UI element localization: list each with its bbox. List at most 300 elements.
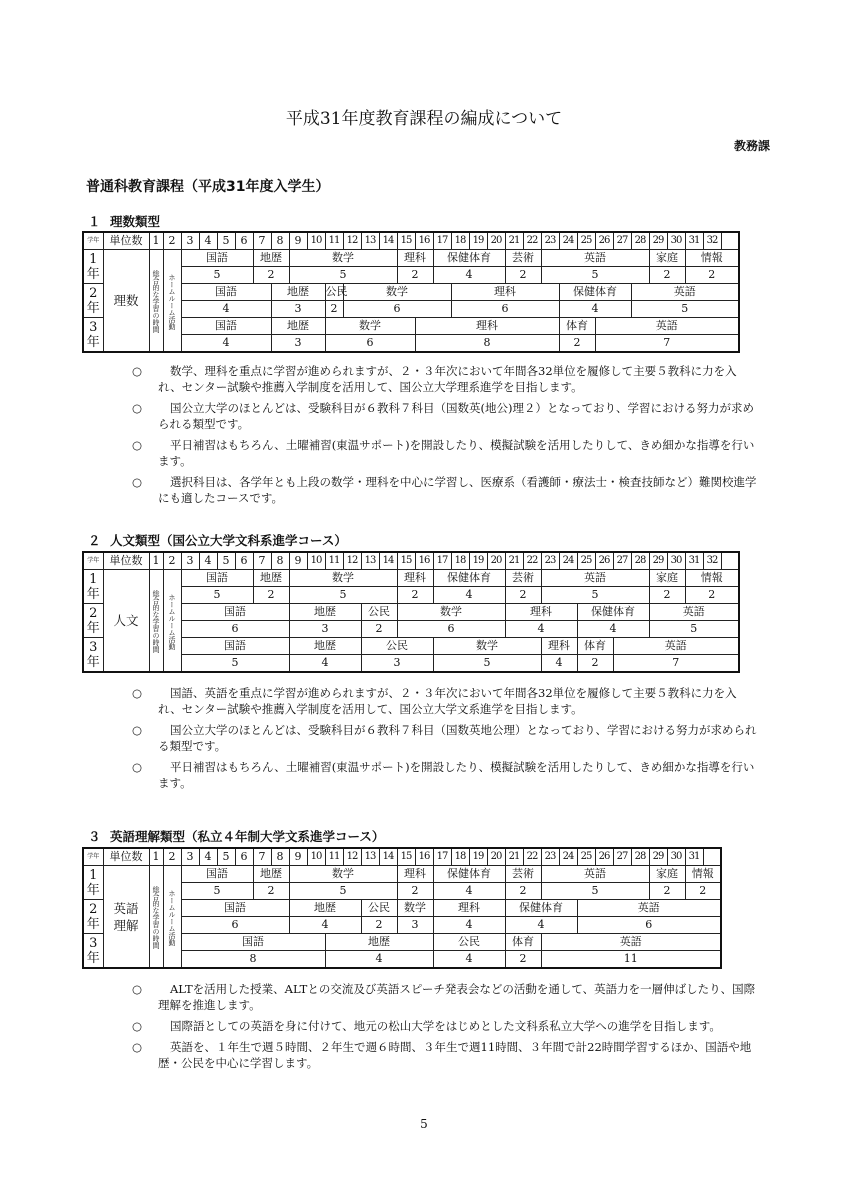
subject-cell: 国語 [181, 638, 289, 655]
note-text: 数学、理科を重点に学習が進められますが、２・３年次において年間各32単位を履修して主要５教科に力を入れ、センター試験や推薦入学制度を活用して、国公立大学理系進学を目指します。 [158, 364, 737, 394]
unit-value-cell: 4 [289, 917, 361, 934]
unit-column-number: 23 [541, 848, 559, 866]
unit-value-cell: 5 [181, 883, 253, 900]
units-header: 単位数 [103, 552, 149, 570]
subject-cell: 国語 [181, 934, 325, 951]
unit-value-cell: 5 [181, 267, 253, 284]
section-title-text: 英語理解類型（私立４年制大学文系進学コース） [110, 829, 385, 844]
section-title [88, 827, 384, 845]
subject-cell: 英語 [595, 318, 739, 335]
circle-bullet-icon: ○ [132, 686, 143, 700]
unit-column-number: 9 [289, 848, 307, 866]
subject-cell: 理科 [433, 900, 505, 917]
unit-value-cell: 3 [361, 655, 433, 673]
notes-list [132, 981, 760, 1076]
homeroom-column [163, 866, 181, 969]
subject-cell: 地歴 [289, 900, 361, 917]
subject-cell: 保健体育 [577, 604, 649, 621]
subject-cell: 理科 [397, 866, 433, 883]
unit-value-cell: 2 [253, 883, 289, 900]
subject-cell: 数学 [325, 318, 415, 335]
unit-column-number: 31 [685, 552, 703, 570]
unit-value-cell: 5 [289, 587, 397, 604]
subject-cell: 英語 [541, 934, 721, 951]
unit-value-cell: 4 [505, 917, 577, 934]
unit-column-number: 5 [217, 232, 235, 250]
subject-cell: 保健体育 [433, 570, 505, 587]
unit-value-cell: 6 [343, 301, 451, 318]
grade-header: 学年 [83, 552, 103, 570]
unit-value-cell: 4 [433, 917, 505, 934]
unit-column-number: 6 [235, 232, 253, 250]
unit-value-cell: 2 [685, 267, 739, 284]
unit-column-number: 22 [523, 848, 541, 866]
unit-column-number: 27 [613, 232, 631, 250]
unit-value-cell: 3 [271, 335, 325, 353]
unit-column-number: 27 [613, 552, 631, 570]
unit-value-cell: 3 [397, 917, 433, 934]
header-row [83, 232, 739, 250]
unit-column-number: 30 [667, 232, 685, 250]
unit-value-cell: 6 [397, 621, 505, 638]
unit-column-number: 7 [253, 552, 271, 570]
homeroom-column [163, 570, 181, 673]
unit-column-number: 14 [379, 848, 397, 866]
note-item [132, 1039, 760, 1071]
unit-value-cell: 8 [415, 335, 559, 353]
unit-column-number: 4 [199, 552, 217, 570]
unit-column-number: 17 [433, 848, 451, 866]
note-text: 国際語としての英語を身に付けて、地元の松山大学をはじめとした文科系私立大学への進学を目指します。 [170, 1019, 721, 1033]
year-label: 3 年 [83, 318, 103, 353]
unit-value-cell: 5 [181, 655, 289, 673]
units-row [83, 621, 739, 638]
subject-cell: 国語 [181, 900, 289, 917]
units-row [83, 301, 739, 318]
subject-cell: 国語 [181, 570, 253, 587]
unit-column-number: 21 [505, 848, 523, 866]
page-title: 平成31年度教育課程の編成について [285, 109, 563, 129]
subject-cell: 芸術 [505, 866, 541, 883]
unit-value-cell: 2 [505, 951, 541, 969]
unit-value-cell: 2 [505, 883, 541, 900]
homeroom-label: ホームルーム活動 [168, 593, 176, 650]
unit-column-number: 8 [271, 848, 289, 866]
circle-bullet-icon: ○ [132, 723, 143, 737]
subject-cell: 英語 [649, 604, 739, 621]
unit-column-number: 16 [415, 848, 433, 866]
unit-column-number: 31 [685, 232, 703, 250]
subject-cell: 数学 [289, 866, 397, 883]
subject-cell: 家庭 [649, 250, 685, 267]
year-label: 1 年 [83, 866, 103, 900]
subject-cell: 英語 [577, 900, 721, 917]
year-label: 2 年 [83, 900, 103, 934]
unit-column-number: 30 [667, 848, 685, 866]
subject-cell: 地歴 [253, 866, 289, 883]
unit-column-number: 30 [667, 552, 685, 570]
subject-cell: 数学 [343, 284, 451, 301]
subject-cell: 数学 [397, 900, 433, 917]
unit-column-number: 25 [577, 232, 595, 250]
unit-value-cell: 4 [289, 655, 361, 673]
unit-column-number: 7 [253, 848, 271, 866]
unit-value-cell: 4 [325, 951, 433, 969]
unit-column-number: 18 [451, 552, 469, 570]
unit-column-number: 12 [343, 552, 361, 570]
subject-cell: 情報 [685, 866, 721, 883]
unit-value-cell: 3 [271, 301, 325, 318]
unit-column-number: 6 [235, 552, 253, 570]
unit-column-number: 29 [649, 232, 667, 250]
subject-cell: 国語 [181, 866, 253, 883]
unit-column-number: 28 [631, 552, 649, 570]
homeroom-label: ホームルーム活動 [168, 273, 176, 330]
unit-column-number: 24 [559, 848, 577, 866]
unit-column-number: 25 [577, 848, 595, 866]
subject-cell: 保健体育 [505, 900, 577, 917]
section-title [88, 531, 347, 549]
subject-row [83, 866, 721, 883]
unit-value-cell: 2 [577, 655, 613, 673]
unit-column-number: 32 [703, 232, 721, 250]
subject-cell: 地歴 [289, 638, 361, 655]
subject-cell: 公民 [361, 604, 397, 621]
unit-column-number: 3 [181, 552, 199, 570]
note-text: 英語を、１年生で週５時間、２年生で週６時間、３年生で週11時間、３年間で計22時間学習するほか、国語や地歴・公民を中心に学習します。 [158, 1040, 752, 1070]
subject-cell: 国語 [181, 318, 271, 335]
unit-column-number: 12 [343, 848, 361, 866]
note-text: 国公立大学のほとんどは、受験科目が６教科７科目（国数英地公理）となっており、学習における努力が求められる類型です。 [158, 723, 757, 753]
unit-value-cell: 2 [325, 301, 343, 318]
sogo-column [149, 866, 163, 969]
note-text: 平日補習はもちろん、土曜補習(東温サポート)を開設したり、模擬試験を活用したりして、きめ細かな指導を行います。 [158, 760, 755, 790]
note-item [132, 363, 760, 395]
unit-column-number: 26 [595, 848, 613, 866]
unit-value-cell: 5 [631, 301, 739, 318]
unit-value-cell: 6 [451, 301, 559, 318]
department-label: 教務課 [733, 139, 770, 153]
subject-cell: 理科 [451, 284, 559, 301]
unit-column-number: 26 [595, 232, 613, 250]
unit-value-cell: 2 [685, 587, 739, 604]
subject-row [83, 284, 739, 301]
curriculum-heading: 普通科教育課程（平成31年度入学生） [86, 179, 330, 195]
subject-cell: 理科 [397, 570, 433, 587]
unit-value-cell: 4 [433, 951, 505, 969]
unit-value-cell: 5 [541, 267, 649, 284]
course-name: 理数 [103, 250, 149, 353]
unit-value-cell: 4 [181, 335, 271, 353]
units-row [83, 335, 739, 353]
unit-column-number: 4 [199, 232, 217, 250]
year-label: 3 年 [83, 638, 103, 673]
unit-column-number: 32 [703, 552, 721, 570]
note-item [132, 474, 760, 506]
subject-cell: 芸術 [505, 250, 541, 267]
circle-bullet-icon: ○ [132, 1040, 143, 1054]
units-row [83, 655, 739, 673]
subject-row [83, 604, 739, 621]
note-item [132, 400, 760, 432]
units-row [83, 587, 739, 604]
unit-value-cell: 11 [541, 951, 721, 969]
unit-column-number: 21 [505, 232, 523, 250]
unit-column-number: 13 [361, 232, 379, 250]
unit-column-number: 14 [379, 232, 397, 250]
unit-value-cell: 2 [361, 917, 397, 934]
subject-cell: 理科 [397, 250, 433, 267]
subject-cell: 芸術 [505, 570, 541, 587]
unit-value-cell: 2 [685, 883, 721, 900]
unit-value-cell: 4 [577, 621, 649, 638]
curriculum-table [82, 231, 740, 353]
unit-column-number: 28 [631, 848, 649, 866]
page-number: 5 [420, 1117, 428, 1131]
units-row [83, 267, 739, 284]
subject-cell: 体育 [577, 638, 613, 655]
unit-column-number: 27 [613, 848, 631, 866]
note-text: 国語、英語を重点に学習が進められますが、２・３年次において年間各32単位を履修して主要５教科に力を入れ、センター試験や推薦入学制度を活用して、国公立大学文系進学を目指します。 [158, 686, 737, 716]
header-row [83, 848, 721, 866]
subject-cell: 理科 [541, 638, 577, 655]
unit-column-number: 13 [361, 552, 379, 570]
unit-column-number: 8 [271, 552, 289, 570]
note-item [132, 685, 760, 717]
unit-value-cell: 8 [181, 951, 325, 969]
subject-cell: 英語 [541, 250, 649, 267]
grade-header: 学年 [83, 232, 103, 250]
unit-column-number: 2 [163, 552, 181, 570]
subject-cell: 地歴 [253, 570, 289, 587]
section-title [88, 212, 160, 230]
unit-value-cell: 7 [613, 655, 739, 673]
unit-column-number: 15 [397, 552, 415, 570]
subject-cell: 体育 [559, 318, 595, 335]
circle-bullet-icon: ○ [132, 760, 143, 774]
subject-cell: 情報 [685, 250, 739, 267]
year-label: 3 年 [83, 934, 103, 969]
unit-value-cell: 2 [559, 335, 595, 353]
note-text: 選択科目は、各学年とも上段の数学・理科を中心に学習し、医療系（看護師・療法士・検査技師など）難関校進学にも適したコースです。 [158, 475, 757, 505]
unit-column-number: 31 [685, 848, 703, 866]
subject-cell: 英語 [541, 570, 649, 587]
note-item [132, 437, 760, 469]
unit-column-number: 11 [325, 552, 343, 570]
unit-column-number: 17 [433, 552, 451, 570]
year-label: 1 年 [83, 250, 103, 284]
subject-cell: 数学 [397, 604, 505, 621]
unit-value-cell: 2 [397, 587, 433, 604]
subject-cell: 国語 [181, 604, 289, 621]
unit-column-number: 11 [325, 848, 343, 866]
circle-bullet-icon: ○ [132, 982, 143, 996]
unit-column-number: 29 [649, 848, 667, 866]
subject-row [83, 638, 739, 655]
note-item [132, 1018, 760, 1034]
subject-cell: 地歴 [325, 934, 433, 951]
units-header: 単位数 [103, 232, 149, 250]
unit-column-number: 1 [149, 232, 163, 250]
unit-column-number: 1 [149, 552, 163, 570]
unit-value-cell: 5 [289, 883, 397, 900]
subject-cell: 英語 [613, 638, 739, 655]
subject-cell: 公民 [361, 638, 433, 655]
sogo-label: 総合的な学習の時間 [152, 590, 160, 653]
unit-value-cell: 2 [253, 267, 289, 284]
unit-value-cell: 5 [433, 655, 541, 673]
unit-value-cell: 6 [181, 621, 289, 638]
unit-column-number: 23 [541, 552, 559, 570]
subject-cell: 地歴 [289, 604, 361, 621]
unit-column-number: 18 [451, 232, 469, 250]
section-number: １ [88, 214, 101, 229]
unit-column-number: 19 [469, 848, 487, 866]
unit-value-cell: 3 [289, 621, 361, 638]
subject-cell: 英語 [631, 284, 739, 301]
course-name: 人文 [103, 570, 149, 673]
circle-bullet-icon: ○ [132, 401, 143, 415]
unit-value-cell: 2 [649, 267, 685, 284]
unit-column-number: 23 [541, 232, 559, 250]
homeroom-label: ホームルーム活動 [168, 889, 176, 946]
unit-column-number: 18 [451, 848, 469, 866]
subject-cell: 地歴 [253, 250, 289, 267]
subject-cell: 保健体育 [559, 284, 631, 301]
unit-column-number: 21 [505, 552, 523, 570]
subject-cell: 数学 [289, 250, 397, 267]
units-header: 単位数 [103, 848, 149, 866]
note-text: 国公立大学のほとんどは、受験科目が６教科７科目（国数英(地公)理２）となっており、学習における努力が求められる類型です。 [158, 401, 754, 431]
unit-column-number: 29 [649, 552, 667, 570]
unit-value-cell: 4 [433, 883, 505, 900]
unit-value-cell: 5 [541, 587, 649, 604]
curriculum-table [82, 847, 722, 969]
notes-list [132, 363, 760, 511]
section-title-text: 理数類型 [110, 214, 161, 229]
unit-column-number: 20 [487, 552, 505, 570]
subject-cell: 情報 [685, 570, 739, 587]
unit-value-cell: 5 [649, 621, 739, 638]
note-item [132, 981, 760, 1013]
header-row [83, 552, 739, 570]
unit-column-number: 5 [217, 848, 235, 866]
unit-column-number: 15 [397, 848, 415, 866]
subject-cell: 家庭 [649, 866, 685, 883]
unit-column-number: 10 [307, 232, 325, 250]
unit-column-number: 14 [379, 552, 397, 570]
note-item [132, 759, 760, 791]
subject-cell: 国語 [181, 284, 271, 301]
subject-cell: 数学 [433, 638, 541, 655]
unit-column-number: 10 [307, 552, 325, 570]
unit-column-number: 6 [235, 848, 253, 866]
unit-value-cell: 6 [325, 335, 415, 353]
unit-column-number: 13 [361, 848, 379, 866]
year-label: 2 年 [83, 604, 103, 638]
unit-column-number: 28 [631, 232, 649, 250]
subject-cell: 保健体育 [433, 866, 505, 883]
note-text: ALTを活用した授業、ALTとの交流及び英語スピーチ発表会などの活動を通して、英語力を一層伸ばしたり、国際理解を推進します。 [158, 982, 756, 1012]
section-number: ２ [88, 533, 101, 548]
unit-column-number: 5 [217, 552, 235, 570]
circle-bullet-icon: ○ [132, 1019, 143, 1033]
year-label: 2 年 [83, 284, 103, 318]
unit-column-number: 19 [469, 552, 487, 570]
sogo-label: 総合的な学習の時間 [152, 886, 160, 949]
unit-column-number: 2 [163, 232, 181, 250]
subject-cell: 国語 [181, 250, 253, 267]
grade-header: 学年 [83, 848, 103, 866]
unit-value-cell: 5 [181, 587, 253, 604]
unit-value-cell: 2 [397, 883, 433, 900]
sogo-label: 総合的な学習の時間 [152, 270, 160, 333]
homeroom-column [163, 250, 181, 353]
unit-column-number: 25 [577, 552, 595, 570]
unit-column-number: 19 [469, 232, 487, 250]
unit-value-cell: 2 [253, 587, 289, 604]
circle-bullet-icon: ○ [132, 475, 143, 489]
course-name: 英語 理解 [103, 866, 149, 969]
unit-column-number: 10 [307, 848, 325, 866]
unit-value-cell: 4 [433, 267, 505, 284]
unit-value-cell: 7 [595, 335, 739, 353]
circle-bullet-icon: ○ [132, 364, 143, 378]
unit-column-number: 24 [559, 232, 577, 250]
subject-row [83, 318, 739, 335]
curriculum-table [82, 551, 740, 673]
unit-column-number: 20 [487, 232, 505, 250]
subject-cell: 公民 [433, 934, 505, 951]
unit-column-number: 24 [559, 552, 577, 570]
sogo-column [149, 570, 163, 673]
unit-column-number: 9 [289, 232, 307, 250]
unit-column-number: 22 [523, 232, 541, 250]
unit-column-number: 11 [325, 232, 343, 250]
unit-value-cell: 2 [649, 587, 685, 604]
section-title-text: 人文類型（国公立大学文科系進学コース） [110, 533, 347, 548]
unit-column-number: 8 [271, 232, 289, 250]
unit-column-number: 17 [433, 232, 451, 250]
note-item [132, 722, 760, 754]
year-label: 1 年 [83, 570, 103, 604]
unit-column-number: 12 [343, 232, 361, 250]
unit-column-number: 4 [199, 848, 217, 866]
unit-value-cell: 4 [181, 301, 271, 318]
unit-value-cell: 6 [181, 917, 289, 934]
subject-cell: 理科 [505, 604, 577, 621]
unit-column-number: 20 [487, 848, 505, 866]
unit-value-cell: 5 [289, 267, 397, 284]
subject-cell: 英語 [541, 866, 649, 883]
subject-row [83, 570, 739, 587]
unit-value-cell: 2 [649, 883, 685, 900]
unit-column-number: 1 [149, 848, 163, 866]
subject-row [83, 250, 739, 267]
subject-cell: 体育 [505, 934, 541, 951]
unit-column-number: 2 [163, 848, 181, 866]
unit-value-cell: 4 [559, 301, 631, 318]
unit-column-number: 22 [523, 552, 541, 570]
subject-cell: 家庭 [649, 570, 685, 587]
notes-list [132, 685, 760, 796]
unit-value-cell: 2 [505, 587, 541, 604]
unit-column-number: 16 [415, 232, 433, 250]
circle-bullet-icon: ○ [132, 438, 143, 452]
unit-value-cell: 6 [577, 917, 721, 934]
subject-cell: 理科 [415, 318, 559, 335]
section-number: ３ [88, 829, 101, 844]
